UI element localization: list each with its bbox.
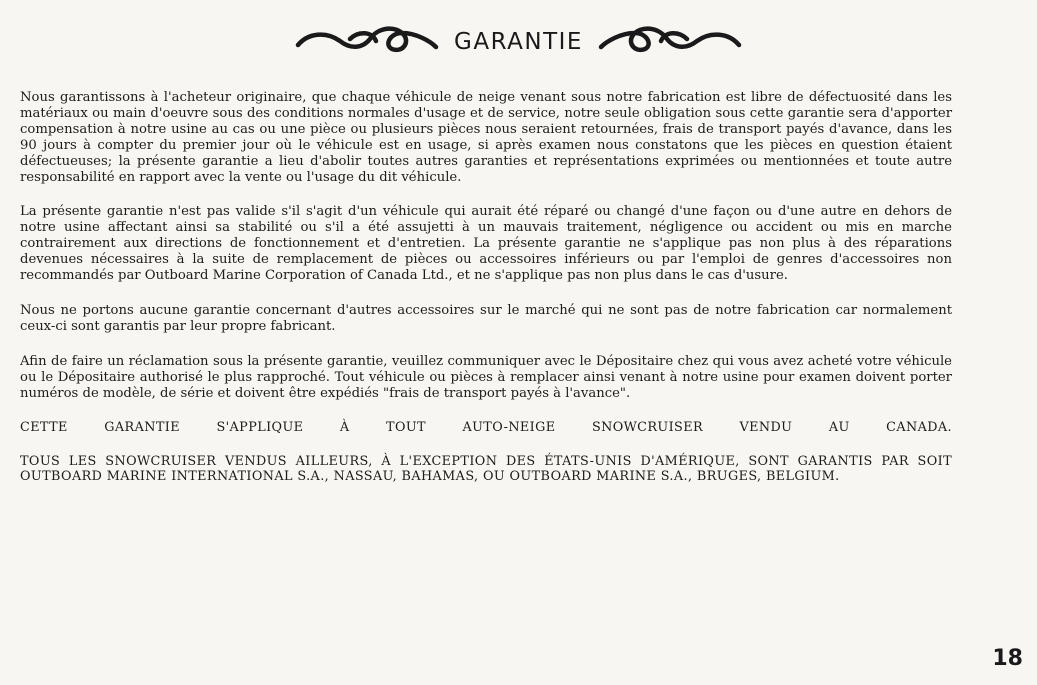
page-header — [0, 14, 1037, 64]
paragraph-exclusions: La présente garantie n'est pas valide s'il s'agit d'un véhicule qui aurait été réparé ou changé d'une façon ou d'une autre en dehors de notre usine affectant ainsi sa stabilité ou s'il a été assujetti à un mauvais traitement, négligence ou accident ou mis en marche contrairement aux directions de fonctionnement et d'entretien. La présente garantie ne s'applique pas non plus à des réparations devenues nécessaires à la suite de remplacement de pièces ou accessoires inférieurs ou par l'emploi de genres d'accessoires non recommandés par Outboard Marine Corporation of Canada Ltd., et ne s'applique pas non plus dans le cas d'usure. — [20, 204, 952, 284]
paragraph-accessories: Nous ne portons aucune garantie concernant d'autres accessoires sur le marché qui ne sont pas de notre fabrication car normalement ceux-ci sont garantis par leur propre fabricant. — [20, 302, 952, 334]
scroll-flourish-left-icon — [292, 17, 442, 61]
scroll-flourish-right-icon — [595, 17, 745, 61]
paragraph-warranty-terms: Nous garantissons à l'acheteur originaire, que chaque véhicule de neige venant sous notre fabrication est libre de défectuosité dans les matériaux ou main d'oeuvre sous des conditions normales d'usage et de service, notre seule obligation sous cette garantie sera d'apporter compensation à notre usine au cas ou une pièce ou plusieurs pièces nous seraient retournées, frais de transport payés d'avance, dans les 90 jours à compter du premier jour où le véhicule est en usage, si après examen nous constatons que les pièces en question étaient défectueuses; la présente garantie a lieu d'abolir toutes autres garanties et représentations exprimées ou mentionnées et toute autre responsabilité en rapport avec la vente ou l'usage du dit véhicule. — [20, 90, 952, 185]
statement-international: TOUS LES SNOWCRUISER VENDUS AILLEURS, À L'EXCEPTION DES ÉTATS-UNIS D'AMÉRIQUE, SONT GARANTIS PAR SOIT OUTBOARD MARINE INTERNATIONAL S.A., NASSAU, BAHAMAS, OU OUTBOARD MARINE S.A., BRUGES, BELGIUM. — [20, 454, 952, 484]
paragraph-claims: Afin de faire un réclamation sous la présente garantie, veuillez communiquer avec le Dépositaire chez qui vous avez acheté votre véhicule ou le Dépositaire authorisé le plus rapproché. Tout véhicule ou pièces à remplacer ainsi venant à notre usine pour examen doivent porter numéros de modèle, de série et doivent être expédiés "frais de transport payés à l'avance". — [20, 353, 952, 401]
page-number: 18 — [992, 646, 1023, 671]
warranty-text — [20, 90, 952, 502]
statement-canada: CETTE GARANTIE S'APPLIQUE À TOUT AUTO-NEIGE SNOWCRUISER VENDU AU CANADA. — [20, 419, 952, 435]
page-title: GARANTIE — [454, 29, 583, 55]
